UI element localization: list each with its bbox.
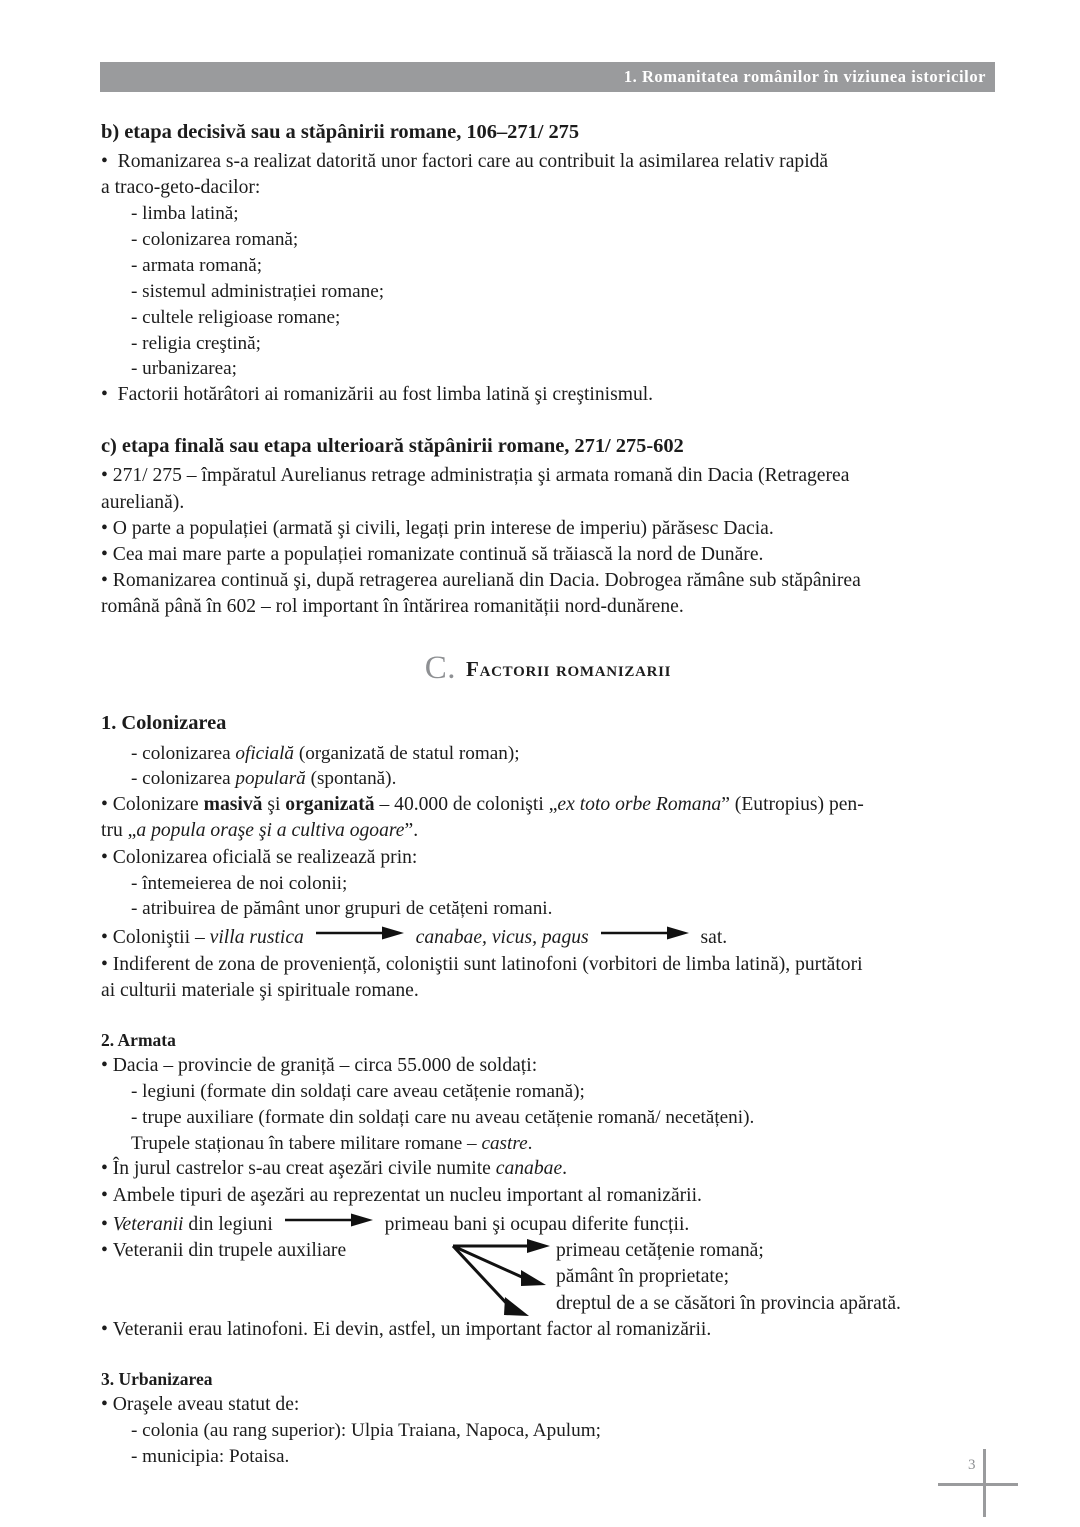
paragraph-ambele-tipuri bbox=[101, 1183, 995, 1209]
list-item: - religia creştină; bbox=[131, 332, 261, 354]
colonizare-populara-pre: - colonizarea bbox=[131, 768, 236, 790]
spacer bbox=[101, 1343, 995, 1367]
bullet-glyph bbox=[101, 954, 113, 975]
paragraph-populatie-ramane bbox=[101, 542, 995, 568]
orase-statut-text: Oraşele aveau statut de: bbox=[112, 1394, 300, 1416]
bullet-glyph bbox=[101, 384, 118, 405]
paragraph-colonizarea-oficiala-intro bbox=[101, 845, 995, 871]
veterani-auxiliare-label: Veteranii din trupele auxiliare bbox=[112, 1239, 347, 1261]
colonizare-populara-em: populară bbox=[235, 768, 306, 790]
paragraph-romanizarea-intro bbox=[101, 149, 995, 175]
page-number: 3 bbox=[968, 1457, 976, 1473]
romanizarea-continua-line2: română până în 602 – rol important în întărirea romanității nord-dunărene. bbox=[101, 596, 684, 618]
masiva-p1: Colonizare bbox=[112, 794, 204, 816]
veterani-auxiliare-target-1: primeau cetățenie romană; bbox=[556, 1239, 764, 1261]
veterani-legiuni-em: Veteranii bbox=[112, 1213, 184, 1235]
list-item: - atribuirea de pământ unor grupuri de cetățeni romani. bbox=[131, 898, 553, 920]
castre-post: . bbox=[527, 1132, 533, 1154]
running-header-title: 1. Romanitatea românilor în viziunea istoricilor bbox=[623, 67, 986, 86]
list-item: - urbanizarea; bbox=[131, 358, 237, 380]
masiva-p4: ” (Eutropius) pen- bbox=[721, 794, 864, 816]
romanizarea-continua-line1: Romanizarea continuă şi, după retragerea aureliană din Dacia. Dobrogea rămâne sub stăpânirea bbox=[112, 570, 861, 592]
paragraph-veterani-auxiliare bbox=[101, 1238, 995, 1317]
factori-hotaratori-text: Factorii hotărâtori ai romanizării au fost limba latină şi creştinismul. bbox=[117, 384, 654, 406]
arrow-right-icon bbox=[316, 922, 404, 948]
paragraph-canabae bbox=[101, 1156, 995, 1182]
canabae-pre: În jurul castrelor s-au creat aşezări civile numite bbox=[112, 1158, 496, 1180]
bullet-glyph bbox=[101, 1214, 113, 1235]
paragraph-colonizare-masiva-line2 bbox=[101, 818, 995, 844]
bullet-glyph bbox=[101, 1394, 113, 1415]
paragraph-latinofoni-line1 bbox=[101, 952, 995, 978]
list-item: - legiuni (formate din soldați care aveau cetățenie romană); bbox=[131, 1080, 585, 1102]
spacer bbox=[101, 408, 995, 432]
list-item: - colonia (au rang superior): Ulpia Traiana, Napoca, Apulum; bbox=[131, 1420, 601, 1442]
masiva-line2-post: ”. bbox=[404, 820, 419, 842]
list-item: - colonizarea romană; bbox=[131, 229, 299, 251]
masiva-bold-2: organizată bbox=[285, 794, 375, 816]
bullet-glyph bbox=[101, 544, 113, 565]
list-item: - întemeierea de noi colonii; bbox=[131, 872, 348, 894]
paragraph-orase-statut bbox=[101, 1392, 995, 1418]
arrow-right-icon bbox=[285, 1209, 373, 1235]
masiva-p2: şi bbox=[262, 794, 286, 816]
section-letter: C. bbox=[424, 650, 457, 687]
retragere-line2: aureliană). bbox=[101, 491, 185, 513]
masiva-line2-em: a popula oraşe şi a cultiva ogoare bbox=[136, 820, 405, 842]
bullet-glyph bbox=[101, 927, 113, 948]
bullet-glyph bbox=[101, 518, 113, 539]
paragraph-dacia-provincie bbox=[101, 1053, 995, 1079]
heading-topic-3: 3. Urbanizarea bbox=[101, 1369, 213, 1390]
paragraph-veterani-latinofoni bbox=[101, 1317, 995, 1343]
colonizare-oficiala-pre: - colonizarea bbox=[131, 742, 236, 764]
veterani-auxiliare-target-3: dreptul de a se căsători în provincia apărată. bbox=[556, 1292, 901, 1314]
crop-mark bbox=[938, 1449, 1030, 1519]
list-item: - sistemul administrației romane; bbox=[131, 280, 385, 302]
ambele-tipuri-text: Ambele tipuri de aşezări au reprezentat un nucleu important al romanizării. bbox=[112, 1184, 702, 1206]
populatie-ramane-text: Cea mai mare parte a populației romanizate continuă să trăiască la nord de Dunăre. bbox=[112, 543, 764, 565]
heading-section-b: b) etapa decisivă sau a stăpânirii romane, 106–271/ 275 bbox=[101, 121, 580, 143]
bullet-glyph bbox=[101, 570, 113, 591]
latinofoni-line1-text: Indiferent de zona de proveniență, coloniştii sunt latinofoni (vorbitori de limba latină), purtători bbox=[112, 953, 863, 975]
bullet-glyph bbox=[101, 1055, 113, 1076]
arrow-right-icon bbox=[601, 922, 689, 948]
section-title-factorii-romanizarii bbox=[101, 650, 995, 687]
paragraph-populatie-paraseste bbox=[101, 516, 995, 542]
paragraph-castre bbox=[101, 1131, 995, 1157]
dacia-provincie-text: Dacia – provincie de graniță – circa 55.000 de soldați: bbox=[112, 1054, 538, 1076]
page-content bbox=[101, 118, 995, 1470]
canabae-em: canabae bbox=[495, 1158, 563, 1180]
list-item bbox=[101, 766, 995, 792]
bullet-glyph bbox=[101, 151, 118, 172]
list-item bbox=[101, 741, 995, 767]
spacer bbox=[101, 1004, 995, 1028]
castre-em: castre bbox=[481, 1132, 528, 1154]
chain-node-villa-rustica: villa rustica bbox=[209, 927, 304, 949]
castre-pre: Trupele staționau în tabere militare romane – bbox=[131, 1132, 482, 1154]
romanizarea-intro-line2: a traco-geto-dacilor: bbox=[101, 177, 261, 199]
crop-mark-vertical-line bbox=[983, 1449, 986, 1517]
heading-topic-1: 1. Colonizarea bbox=[101, 712, 227, 735]
paragraph-latinofoni-line2: ai culturii materiale şi spirituale romane. bbox=[101, 979, 419, 1001]
list-item: - trupe auxiliare (formate din soldați care nu aveau cetățenie romană/ necetățeni). bbox=[131, 1106, 755, 1128]
bullet-glyph bbox=[101, 1158, 113, 1179]
paragraph-colonizare-masiva bbox=[101, 792, 995, 818]
paragraph-colonisti-chain bbox=[101, 922, 995, 951]
list-item: - limba latină; bbox=[131, 203, 239, 225]
colonizare-oficiala-em: oficială bbox=[235, 742, 295, 764]
retragere-line1: 271/ 275 – împăratul Aurelianus retrage administrația şi armata romană din Dacia (Retragerea bbox=[112, 465, 850, 487]
running-header-bar bbox=[100, 62, 995, 92]
paragraph-veterani-legiuni bbox=[101, 1209, 995, 1238]
list-item: - armata romană; bbox=[131, 255, 263, 277]
paragraph-romanizarea-continua bbox=[101, 568, 995, 594]
veterani-legiuni-pre: din legiuni bbox=[183, 1213, 273, 1235]
chain-node-canabae-vicus-pagus: canabae, vicus, pagus bbox=[415, 927, 589, 949]
masiva-bold-1: masivă bbox=[203, 794, 263, 816]
heading-topic-2: 2. Armata bbox=[101, 1029, 176, 1050]
chain-node-sat: sat. bbox=[700, 927, 728, 949]
section-title-text: Factorii romanizarii bbox=[466, 657, 672, 682]
veterani-auxiliare-target-2: pământ în proprietate; bbox=[556, 1266, 730, 1288]
veterani-auxiliare-label-wrap bbox=[101, 1238, 346, 1264]
bullet-glyph bbox=[101, 794, 113, 815]
heading-section-c: c) etapa finală sau etapa ulterioară stăpânirii romane, 271/ 275-602 bbox=[101, 435, 684, 458]
bullet-glyph bbox=[101, 465, 113, 486]
paragraph-factori-hotaratori bbox=[101, 382, 995, 408]
paragraph-retragere-aureliana bbox=[101, 463, 995, 489]
colonizarea-oficiala-intro-text: Colonizarea oficială se realizează prin: bbox=[112, 846, 418, 868]
veterani-latinofoni-text: Veteranii erau latinofoni. Ei devin, astfel, un important factor al romanizării. bbox=[112, 1319, 712, 1341]
romanizarea-intro-line1: Romanizarea s-a realizat datorită unor factori care au contribuit la asimilarea relativ rapidă bbox=[117, 151, 829, 173]
crop-mark-horizontal-line bbox=[938, 1483, 1018, 1486]
colonizare-oficiala-post: (organizată de statul roman); bbox=[294, 742, 520, 764]
masiva-em-latin: ex toto orbe Romana bbox=[557, 794, 722, 816]
populatie-paraseste-text: O parte a populației (armată şi civili, legați prin interese de imperiu) părăsesc Dacia. bbox=[112, 517, 774, 539]
list-item: - cultele religioase romane; bbox=[131, 306, 341, 328]
masiva-p3: – 40.000 de colonişti „ bbox=[374, 794, 558, 816]
bullet-glyph bbox=[101, 1240, 113, 1261]
colonizare-populara-post: (spontană). bbox=[305, 768, 397, 790]
canabae-post: . bbox=[562, 1158, 568, 1180]
chain-prefix: Coloniştii – bbox=[112, 927, 210, 949]
bullet-glyph bbox=[101, 1319, 113, 1340]
bullet-glyph bbox=[101, 847, 113, 868]
masiva-line2-pre: tru „ bbox=[101, 820, 137, 842]
veterani-legiuni-target: primeau bani şi ocupau diferite funcții. bbox=[384, 1213, 690, 1235]
bullet-glyph bbox=[101, 1185, 113, 1206]
list-item: - municipia: Potaisa. bbox=[131, 1446, 290, 1467]
